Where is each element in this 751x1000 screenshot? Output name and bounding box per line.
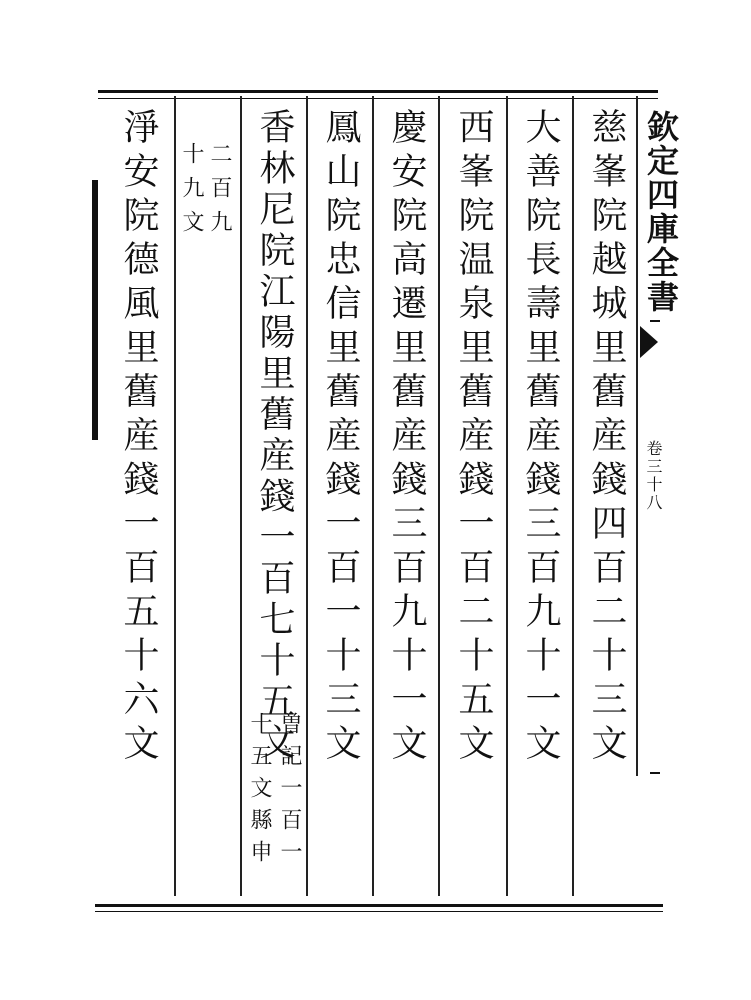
text-column-1: 慈峯院越城里舊産錢四百二十三文 [586, 108, 627, 768]
text-column-5: 鳳山院忠信里舊産錢一百一十三文 [320, 108, 361, 768]
top-border-line [98, 90, 658, 93]
column-divider [572, 96, 574, 896]
column-divider [372, 96, 374, 896]
text-column-3: 西峯院温泉里舊産錢一百二十五文 [453, 108, 494, 768]
text-column-2: 大善院長壽里舊産錢三百九十一文 [520, 108, 561, 768]
bottom-border-inner-line [95, 911, 663, 912]
book-title: 欽定四庫全書 [642, 110, 680, 314]
note-line-right: 曽記一百一 [277, 712, 302, 872]
text-column-4: 慶安院高遷里舊産錢三百九十一文 [386, 108, 427, 768]
juan-number: 卷三十八 [644, 440, 663, 512]
column-divider [240, 96, 242, 896]
column-divider [506, 96, 508, 896]
column-divider [306, 96, 308, 896]
continued-note-right: 二百九 [207, 142, 232, 244]
left-edge-bar [92, 180, 98, 440]
text-column-6: 香林尼院江陽里舊産錢一百七十五文 [254, 108, 295, 764]
margin-divider [650, 320, 660, 322]
bottom-border-line [95, 904, 663, 907]
top-border-inner-line [98, 98, 658, 99]
column-divider [438, 96, 440, 896]
column-divider [174, 96, 176, 896]
text-column-7: 淨安院德風里舊産錢一百五十六文 [118, 108, 159, 768]
margin-divider [650, 772, 660, 774]
fish-tail-mark [640, 326, 658, 358]
continued-note-left: 十九文 [179, 142, 204, 244]
note-line-left: 十五文縣申 [247, 712, 272, 872]
